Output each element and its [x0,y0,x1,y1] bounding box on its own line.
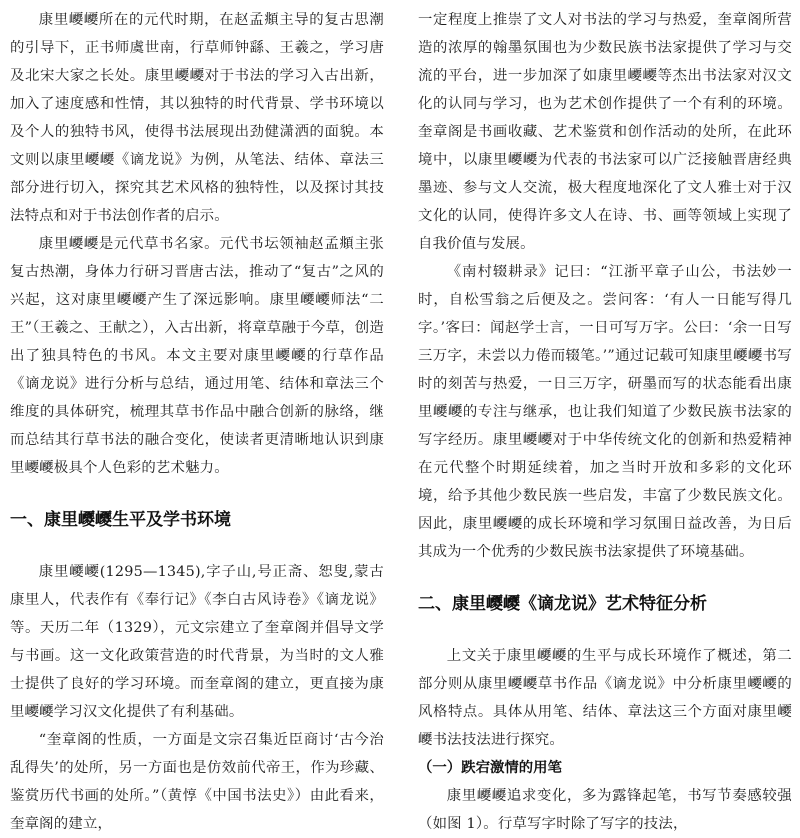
paragraph: 康里巎巎是元代草书名家。元代书坛领袖赵孟頫主张复古热潮，身体力行研习晋唐古法，推动了“复古”之风的兴起，这对康里巎巎产生了深远影响。康里巎巎师法“二王”（王羲之、王献之），入古出新，将章草融于今草，创造出了独具特色的书风。本文主要对康里巎巎的行草作品《谪龙说》进行分析与总结，通过用笔、结体和章法三个维度的具体研究，梳理其草书作品中融合创新的脉络，继而总结其行草书法的融合变化，使读者更清晰地认识到康里巎巎极具个人色彩的艺术魅力。 [10,236,384,476]
paragraph: 康里巎巎所在的元代时期，在赵孟頫主导的复古思潮的引导下，正书师虞世南，行草师钟繇、王羲之，学习唐及北宋大家之长处。康里巎巎对于书法的学习入古出新，加入了速度感和性情，其以独特的时代背景、学书环境以及个人的独特书风，使得书法展现出劲健潇洒的面貌。本文则以康里巎巎《谪龙说》为例，从笔法、结体、章法三部分进行切入，探究其艺术风格的独特性，以及探讨其技法特点和对于书法创作者的启示。 [10,12,384,224]
subsection-heading: （一）跌宕激情的用笔 [418,760,562,776]
right-column [418,6,792,838]
paragraph: 康里巎巎(1295—1345),字子山,号正斋、恕叟,蒙古康里人，代表作有《奉行记》《李白古风诗卷》《谪龙说》等。天历二年（1329），元文宗建立了奎章阁并倡导文学与书画。这一文化政策营造的时代背景，为当时的文人雅士提供了良好的学习环境。而奎章阁的建立，更直接为康里巎巎学习汉文化提供了有利基础。 [10,564,384,720]
paragraph: “奎章阁的性质，一方面是文宗召集近臣商讨‘古今治乱得失’的处所，另一方面也是仿效前代帝王，作为珍藏、鉴赏历代书画的处所。”（黄惇《中国书法史》）由此看来，奎章阁的建立， [10,732,384,832]
section-heading: 一、康里巎巎生平及学书环境 [10,510,231,530]
paragraph: 康里巎巎追求变化，多为露锋起笔，书写节奏感较强（如图 1）。行草写字时除了写字的技法， [418,788,792,832]
section-heading: 二、康里巎巎《谪龙说》艺术特征分析 [418,594,707,614]
paragraph: 《南村辍耕录》记曰：“江浙平章子山公，书法妙一时，自松雪翁之后便及之。尝问客：‘有人一日能写得几字。’客曰：闻赵学士言，一日可写万字。公曰：‘余一日写三万字，未尝以力倦而辍笔。’”通过记载可知康里巎巎书写时的刻苦与热爱，一日三万字，研墨而写的状态能看出康里巎巎的专注与继承，也让我们知道了少数民族书法家的写字经历。康里巎巎对于中华传统文化的创新和热爱精神在元代整个时期延续着，加之当时开放和多彩的文化环境，给予其他少数民族一些启发，丰富了少数民族文化。因此，康里巎巎的成长环境和学习氛围日益改善，为日后其成为一个优秀的少数民族书法家提供了环境基础。 [418,264,792,560]
left-column [10,6,384,838]
paragraph: 上文关于康里巎巎的生平与成长环境作了概述，第二部分则从康里巎巎草书作品《谪龙说》中分析康里巎巎的风格特点。具体从用笔、结体、章法这三个方面对康里巎巎书法技法进行探究。 [418,648,792,748]
paragraph: 一定程度上推崇了文人对书法的学习与热爱，奎章阁所营造的浓厚的翰墨氛围也为少数民族书法家提供了学习与交流的平台，进一步加深了如康里巎巎等杰出书法家对汉文化的认同与学习，也为艺术创作提供了一个有利的环境。奎章阁是书画收藏、艺术鉴赏和创作活动的处所，在此环境中，以康里巎巎为代表的书法家可以广泛接触晋唐经典墨迹、参与文人交流，极大程度地深化了文人雅士对于汉文化的认同，使得许多文人在诗、书、画等领域上实现了自我价值与发展。 [418,12,792,252]
